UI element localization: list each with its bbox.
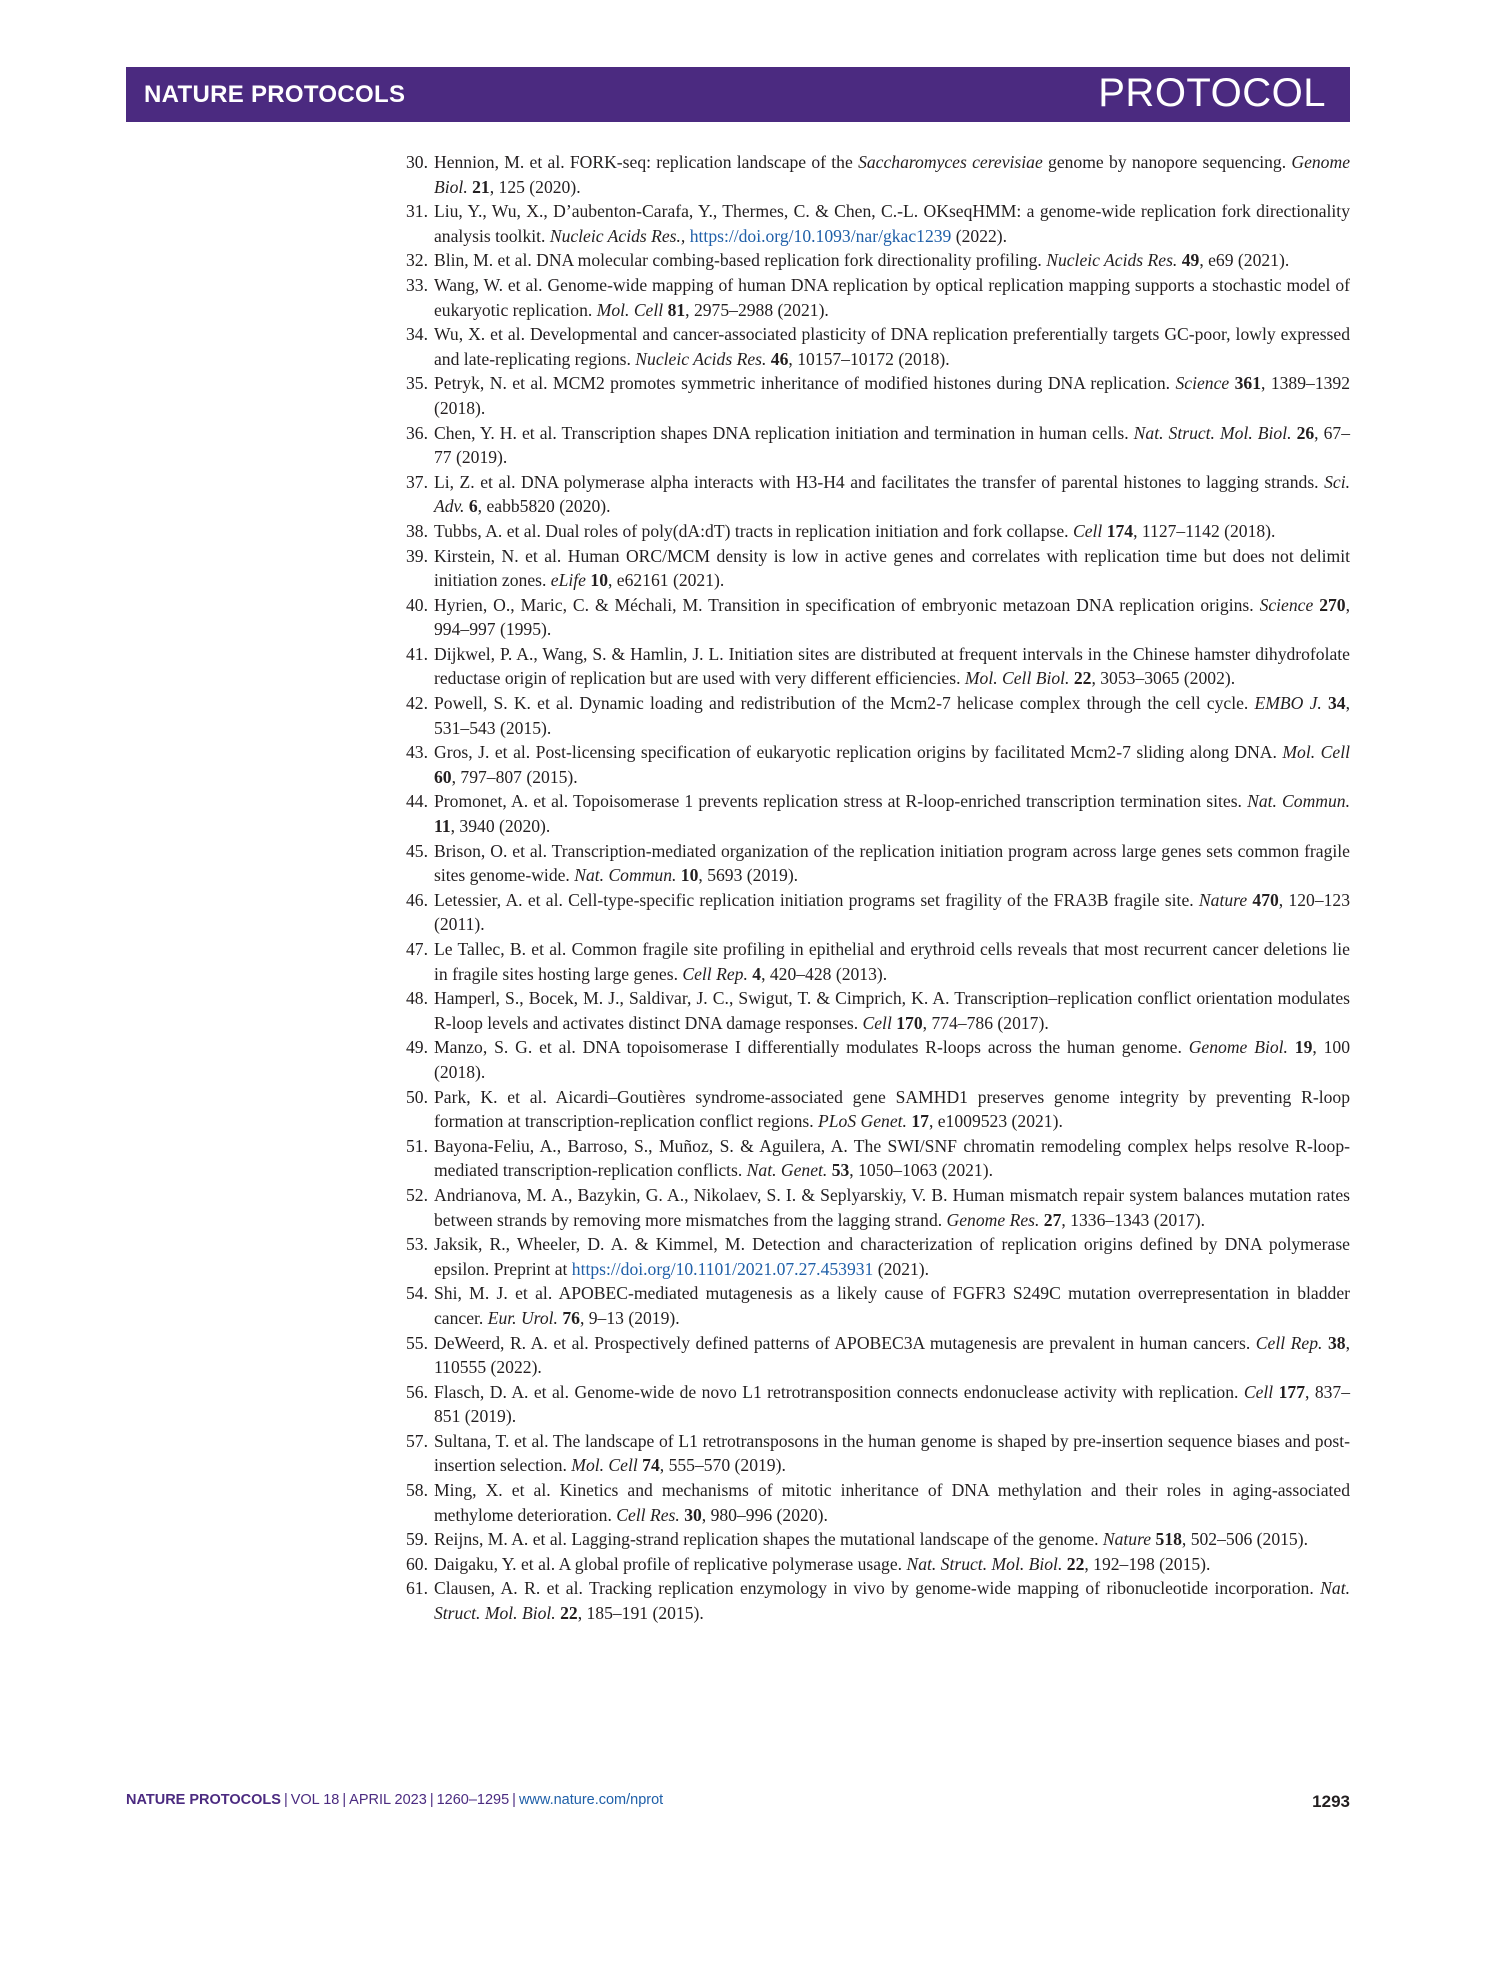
volume-number: 518 bbox=[1155, 1529, 1182, 1550]
footer-journal-name: NATURE PROTOCOLS bbox=[126, 1792, 281, 1808]
reference-number: 47. bbox=[406, 939, 428, 959]
reference-text: , e69 (2021). bbox=[1199, 250, 1290, 271]
volume-number: 22 bbox=[1066, 1553, 1085, 1574]
reference-text: Shi, M. J. et al. APOBEC-mediated mutagenesis as a likely cause of FGFR3 S249C mutation overrepresentation in bladder cancer. bbox=[434, 1283, 1350, 1328]
reference-text: Hyrien, O., Maric, C. & Méchali, M. Transition in specification of embryonic metazoan DNA replication origins. bbox=[434, 594, 1260, 615]
journal-title: Nat. Commun. bbox=[1247, 791, 1350, 812]
reference-text: , 1127–1142 (2018). bbox=[1133, 520, 1276, 541]
volume-number: 170 bbox=[896, 1012, 923, 1033]
reference-number: 54. bbox=[406, 1283, 428, 1304]
reference-text: , 2975–2988 (2021). bbox=[685, 299, 829, 320]
reference-number: 56. bbox=[406, 1381, 428, 1402]
reference-text: , 1336–1343 (2017). bbox=[1061, 1209, 1206, 1230]
reference-number: 33. bbox=[406, 274, 428, 295]
reference-number: 44. bbox=[406, 791, 428, 812]
volume-number: 6 bbox=[468, 496, 478, 517]
reference-item bbox=[398, 1085, 1350, 1134]
journal-title: Science bbox=[1175, 373, 1230, 394]
reference-item bbox=[398, 986, 1350, 1035]
page-number: 1293 bbox=[1312, 1792, 1350, 1811]
reference-text: , 774–786 (2017). bbox=[922, 1012, 1049, 1033]
reference-number: 52. bbox=[406, 1184, 428, 1205]
reference-text: , 994–997 (1995). bbox=[434, 594, 1350, 640]
reference-item bbox=[398, 1183, 1350, 1232]
journal-title: eLife bbox=[550, 570, 586, 591]
volume-number: 27 bbox=[1043, 1209, 1062, 1230]
reference-text: , e62161 (2021). bbox=[607, 570, 725, 591]
reference-item bbox=[398, 1380, 1350, 1429]
reference-number: 53. bbox=[406, 1234, 428, 1255]
reference-item bbox=[398, 593, 1350, 642]
reference-text: Clausen, A. R. et al. Tracking replication enzymology in vivo by genome-wide mapping of ribonucleotide incorporation. bbox=[434, 1578, 1321, 1599]
reference-text: , 10157–10172 (2018). bbox=[788, 348, 950, 369]
reference-number: 41. bbox=[406, 643, 428, 664]
reference-text: , 100 (2018). bbox=[434, 1037, 1351, 1082]
reference-item bbox=[398, 519, 1350, 544]
journal-title: Cell Rep. bbox=[682, 963, 748, 984]
reference-text: Park, K. et al. Aicardi–Goutières syndrome-associated gene SAMHD1 preserves genome integrity by preventing R-loop formation at transcription-replication conflict regions. bbox=[434, 1086, 1350, 1132]
reference-item bbox=[398, 421, 1350, 470]
journal-title: Nucleic Acids Res. bbox=[635, 348, 767, 369]
journal-title: Nat. Struct. Mol. Biol. bbox=[434, 1578, 1350, 1624]
footer-journal-link[interactable]: www.nature.com/nprot bbox=[518, 1792, 664, 1808]
reference-text: Letessier, A. et al. Cell-type-specific replication initiation programs set fragility of the FRA3B fragile site. bbox=[434, 889, 1199, 910]
journal-title: Genome Res. bbox=[946, 1209, 1040, 1230]
volume-number: 49 bbox=[1181, 250, 1200, 271]
reference-list bbox=[398, 150, 1350, 1626]
page-footer bbox=[126, 1792, 1350, 1816]
reference-item bbox=[398, 1429, 1350, 1478]
reference-text: DeWeerd, R. A. et al. Prospectively defined patterns of APOBEC3A mutagenesis are prevalent in human cancers. bbox=[434, 1332, 1256, 1353]
volume-number: 81 bbox=[667, 299, 686, 320]
reference-item bbox=[398, 1478, 1350, 1527]
reference-text: Kirstein, N. et al. Human ORC/MCM density is low in active genes and correlates with replication time but does not delimit initiation zones. bbox=[434, 545, 1350, 591]
reference-text: Tubbs, A. et al. Dual roles of poly(dA:dT) tracts in replication initiation and fork collapse. bbox=[434, 520, 1073, 541]
reference-text: , 120–123 (2011). bbox=[434, 889, 1351, 935]
volume-number: 76 bbox=[562, 1307, 580, 1328]
volume-number: 26 bbox=[1296, 422, 1315, 443]
journal-title: Cell bbox=[862, 1012, 892, 1033]
reference-item bbox=[398, 1552, 1350, 1577]
reference-text: Manzo, S. G. et al. DNA topoisomerase I differentially modulates R-loops across the human genome. bbox=[434, 1037, 1189, 1058]
reference-text: Petryk, N. et al. MCM2 promotes symmetric inheritance of modified histones during DNA replication. bbox=[434, 373, 1176, 394]
reference-text: , 1050–1063 (2021). bbox=[849, 1160, 993, 1181]
reference-text: Wu, X. et al. Developmental and cancer-associated plasticity of DNA replication preferentially targets GC-poor, lowly expressed and late-replicating regions. bbox=[434, 324, 1350, 369]
footer-page-range: 1260–1295 bbox=[436, 1792, 510, 1808]
reference-text: , 502–506 (2015). bbox=[1181, 1529, 1308, 1550]
reference-number: 51. bbox=[406, 1135, 428, 1156]
reference-text: Bayona-Feliu, A., Barroso, S., Muñoz, S. & Aguilera, A. The SWI/SNF chromatin remodeling complex helps resolve R-loop-mediated transcription-replication conflicts. bbox=[434, 1135, 1350, 1181]
reference-number: 37. bbox=[406, 471, 428, 492]
reference-number: 40. bbox=[406, 594, 428, 615]
reference-text: Flasch, D. A. et al. Genome-wide de novo L1 retrotransposition connects endonuclease activity with replication. bbox=[434, 1381, 1244, 1402]
reference-item bbox=[398, 839, 1350, 888]
journal-title: Nat. Genet. bbox=[746, 1160, 828, 1181]
reference-item bbox=[398, 470, 1350, 519]
footer-separator: | bbox=[342, 1792, 347, 1808]
journal-title: Cell bbox=[1243, 1381, 1274, 1402]
reference-number: 36. bbox=[406, 422, 428, 443]
reference-text: , 531–543 (2015). bbox=[434, 693, 1350, 738]
journal-title: Nat. Commun. bbox=[574, 865, 677, 886]
reference-text: , 110555 (2022). bbox=[434, 1332, 1350, 1378]
volume-number: 30 bbox=[684, 1504, 702, 1525]
reference-text: Dijkwel, P. A., Wang, S. & Hamlin, J. L. Initiation sites are distributed at frequent intervals in the Chinese hamster dihydrofolate reductase origin of replication but are used with very different efficiencies. bbox=[434, 643, 1350, 689]
reference-number: 49. bbox=[406, 1037, 428, 1058]
reference-item bbox=[398, 1331, 1350, 1380]
reference-item bbox=[398, 1527, 1350, 1552]
reference-number: 39. bbox=[406, 545, 428, 566]
reference-number: 35. bbox=[406, 373, 428, 394]
reference-text: , 3053–3065 (2002). bbox=[1091, 668, 1236, 689]
reference-item bbox=[398, 199, 1350, 248]
reference-number: 30. bbox=[406, 152, 428, 172]
reference-number: 59. bbox=[406, 1529, 428, 1550]
reference-item bbox=[398, 1576, 1350, 1625]
reference-text: , 837–851 (2019). bbox=[434, 1381, 1351, 1427]
reference-text: , 555–570 (2019). bbox=[659, 1455, 786, 1476]
reference-item bbox=[398, 371, 1350, 420]
reference-number: 61. bbox=[406, 1578, 428, 1599]
reference-text: Blin, M. et al. DNA molecular combing-based replication fork directionality profiling. bbox=[434, 250, 1047, 271]
reference-item bbox=[398, 248, 1350, 273]
journal-title: Eur. Urol. bbox=[487, 1307, 558, 1328]
journal-title: Genome Biol. bbox=[1188, 1037, 1288, 1058]
journal-header-bar bbox=[126, 67, 1350, 122]
reference-text: Hamperl, S., Bocek, M. J., Saldivar, J. C., Swigut, T. & Cimprich, K. A. Transcription–replication conflict orientation modulates R-loop levels and activates distinct DNA damage responses. bbox=[434, 988, 1350, 1033]
reference-item bbox=[398, 1134, 1350, 1183]
reference-number: 42. bbox=[406, 693, 428, 714]
journal-title: Nat. Struct. Mol. Biol. bbox=[906, 1553, 1063, 1574]
reference-number: 38. bbox=[406, 520, 428, 541]
volume-number: 74 bbox=[642, 1455, 660, 1476]
volume-number: 53 bbox=[831, 1160, 850, 1181]
volume-number: 10 bbox=[590, 570, 608, 591]
reference-item bbox=[398, 740, 1350, 789]
footer-issue-date: APRIL 2023 bbox=[349, 1792, 427, 1808]
reference-text: , 192–198 (2015). bbox=[1084, 1553, 1211, 1574]
journal-title: Mol. Cell bbox=[1282, 742, 1350, 763]
volume-number: 21 bbox=[472, 176, 490, 197]
volume-number: 11 bbox=[434, 816, 451, 837]
journal-title: Nucleic Acids Res., bbox=[549, 225, 686, 246]
reference-item bbox=[398, 322, 1350, 371]
journal-title: EMBO J. bbox=[1254, 693, 1322, 714]
journal-title: Nucleic Acids Res. bbox=[1046, 250, 1178, 271]
volume-number: 22 bbox=[1073, 668, 1092, 689]
reference-item bbox=[398, 273, 1350, 322]
reference-text: , 797–807 (2015). bbox=[451, 766, 578, 787]
volume-number: 60 bbox=[434, 766, 452, 787]
reference-text: Le Tallec, B. et al. Common fragile site profiling in epithelial and erythroid cells reveals that most recurrent cancer deletions lie in fragile sites hosting large genes. bbox=[434, 939, 1350, 984]
journal-title: Mol. Cell bbox=[596, 299, 664, 320]
journal-title: Nature bbox=[1198, 889, 1248, 910]
journal-title: Mol. Cell bbox=[571, 1455, 638, 1476]
reference-item bbox=[398, 150, 1350, 199]
journal-title: Sci. Adv. bbox=[434, 471, 1350, 517]
volume-number: 38 bbox=[1328, 1332, 1346, 1353]
volume-number: 470 bbox=[1252, 889, 1279, 910]
reference-number: 58. bbox=[406, 1480, 428, 1501]
reference-text: Chen, Y. H. et al. Transcription shapes DNA replication initiation and termination in human cells. bbox=[434, 422, 1134, 443]
reference-text: Hennion, M. et al. FORK-seq: replication landscape of the bbox=[434, 152, 859, 172]
volume-number: 22 bbox=[560, 1603, 578, 1624]
volume-number: 19 bbox=[1294, 1037, 1313, 1058]
volume-number: 17 bbox=[911, 1111, 929, 1132]
reference-text: , eabb5820 (2020). bbox=[477, 496, 611, 517]
reference-item bbox=[398, 1035, 1350, 1084]
reference-text: Andrianova, M. A., Bazykin, G. A., Nikolaev, S. I. & Seplyarskiy, V. B. Human mismatch repair system balances mutation rates between strands by removing more mismatches from the lagging strand. bbox=[434, 1184, 1350, 1230]
reference-number: 55. bbox=[406, 1332, 428, 1353]
reference-text: Wang, W. et al. Genome-wide mapping of human DNA replication by optical replication mapping supports a stochastic model of eukaryotic replication. bbox=[434, 274, 1350, 320]
reference-text: , 420–428 (2013). bbox=[761, 963, 888, 984]
volume-number: 34 bbox=[1328, 693, 1346, 714]
reference-text: Gros, J. et al. Post-licensing specification of eukaryotic replication origins by facilitated Mcm2-7 sliding along DNA. bbox=[434, 742, 1283, 763]
reference-text: Daigaku, Y. et al. A global profile of replicative polymerase usage. bbox=[434, 1553, 907, 1574]
reference-item bbox=[398, 789, 1350, 838]
reference-number: 34. bbox=[406, 324, 428, 345]
reference-number: 31. bbox=[406, 201, 428, 222]
footer-separator: | bbox=[429, 1792, 434, 1808]
journal-title: Mol. Cell Biol. bbox=[964, 668, 1070, 689]
reference-text: , 185–191 (2015). bbox=[577, 1603, 704, 1624]
reference-text: , 67–77 (2019). bbox=[434, 422, 1350, 468]
journal-title: Nat. Struct. Mol. Biol. bbox=[1133, 422, 1292, 443]
reference-text: Liu, Y., Wu, X., D’aubenton-Carafa, Y., Thermes, C. & Chen, C.-L. OKseqHMM: a genome-wide replication fork directionality analysis toolkit. bbox=[434, 201, 1350, 246]
reference-text: genome by nanopore sequencing. bbox=[1042, 152, 1292, 172]
journal-title: Genome Biol. bbox=[434, 152, 1350, 197]
reference-text: , 125 (2020). bbox=[489, 176, 581, 197]
volume-number: 174 bbox=[1106, 520, 1134, 541]
volume-number: 10 bbox=[680, 865, 699, 886]
reference-item bbox=[398, 544, 1350, 593]
journal-title: Nature bbox=[1102, 1529, 1152, 1550]
footer-separator: | bbox=[283, 1792, 288, 1808]
reference-number: 32. bbox=[406, 250, 428, 271]
reference-text: Sultana, T. et al. The landscape of L1 retrotransposons in the human genome is shaped by pre-insertion sequence biases and post-insertion selection. bbox=[434, 1430, 1350, 1476]
journal-name: NATURE PROTOCOLS bbox=[144, 81, 406, 108]
footer-separator: | bbox=[512, 1792, 516, 1808]
reference-number: 50. bbox=[406, 1086, 428, 1107]
volume-number: 46 bbox=[770, 348, 789, 369]
reference-text: Reijns, M. A. et al. Lagging-strand replication shapes the mutational landscape of the genome. bbox=[434, 1529, 1103, 1550]
reference-number: 45. bbox=[406, 840, 428, 861]
journal-title: Saccharomyces cerevisiae bbox=[858, 152, 1043, 172]
reference-number: 43. bbox=[406, 742, 428, 763]
footer-volume: VOL 18 bbox=[290, 1792, 340, 1808]
reference-text: , e1009523 (2021). bbox=[928, 1111, 1063, 1132]
journal-title: Cell Rep. bbox=[1255, 1332, 1323, 1353]
reference-number: 57. bbox=[406, 1430, 428, 1451]
journal-title: PLoS Genet. bbox=[818, 1111, 907, 1132]
reference-text: , 9–13 (2019). bbox=[579, 1307, 680, 1328]
volume-number: 177 bbox=[1278, 1381, 1305, 1402]
reference-text: Brison, O. et al. Transcription-mediated organization of the replication initiation program across large genes sets common fragile sites genome-wide. bbox=[434, 840, 1350, 886]
reference-text bbox=[1288, 1037, 1295, 1057]
reference-text: Promonet, A. et al. Topoisomerase 1 prevents replication stress at R-loop-enriched transcription termination sites. bbox=[434, 791, 1248, 812]
reference-number: 48. bbox=[406, 988, 428, 1009]
reference-item bbox=[398, 691, 1350, 740]
reference-text: Li, Z. et al. DNA polymerase alpha interacts with H3-H4 and facilitates the transfer of parental histones to lagging strands. bbox=[434, 471, 1325, 492]
reference-text: , 980–996 (2020). bbox=[701, 1504, 828, 1525]
journal-title: Cell Res. bbox=[616, 1504, 680, 1525]
volume-number: 4 bbox=[752, 963, 762, 984]
reference-item bbox=[398, 1281, 1350, 1330]
reference-item bbox=[398, 937, 1350, 986]
reference-item bbox=[398, 642, 1350, 691]
reference-text: Jaksik, R., Wheeler, D. A. & Kimmel, M. Detection and characterization of replication origins defined by DNA polymerase epsilon. Preprint at bbox=[434, 1234, 1350, 1279]
journal-title: Cell bbox=[1072, 520, 1103, 541]
volume-number: 361 bbox=[1234, 373, 1262, 394]
reference-text: Ming, X. et al. Kinetics and mechanisms of mitotic inheritance of DNA methylation and their roles in aging-associated methylome deterioration. bbox=[434, 1480, 1350, 1525]
reference-text: Powell, S. K. et al. Dynamic loading and redistribution of the Mcm2-7 helicase complex through the cell cycle. bbox=[434, 693, 1255, 714]
reference-item bbox=[398, 888, 1350, 937]
section-label: PROTOCOL bbox=[1098, 71, 1326, 115]
doi-link[interactable]: https://doi.org/10.1101/2021.07.27.453931 bbox=[571, 1258, 874, 1279]
reference-text: , 3940 (2020). bbox=[450, 816, 551, 837]
reference-text: (2022). bbox=[951, 225, 1008, 246]
reference-number: 60. bbox=[406, 1553, 428, 1574]
reference-text: (2021). bbox=[873, 1258, 930, 1279]
reference-item bbox=[398, 1232, 1350, 1281]
volume-number: 270 bbox=[1319, 594, 1346, 615]
journal-title: Science bbox=[1259, 594, 1314, 615]
doi-link[interactable]: https://doi.org/10.1093/nar/gkac1239 bbox=[689, 225, 952, 246]
reference-text: , 1389–1392 (2018). bbox=[434, 373, 1351, 418]
reference-number: 46. bbox=[406, 889, 428, 910]
reference-text: , 5693 (2019). bbox=[698, 865, 799, 886]
